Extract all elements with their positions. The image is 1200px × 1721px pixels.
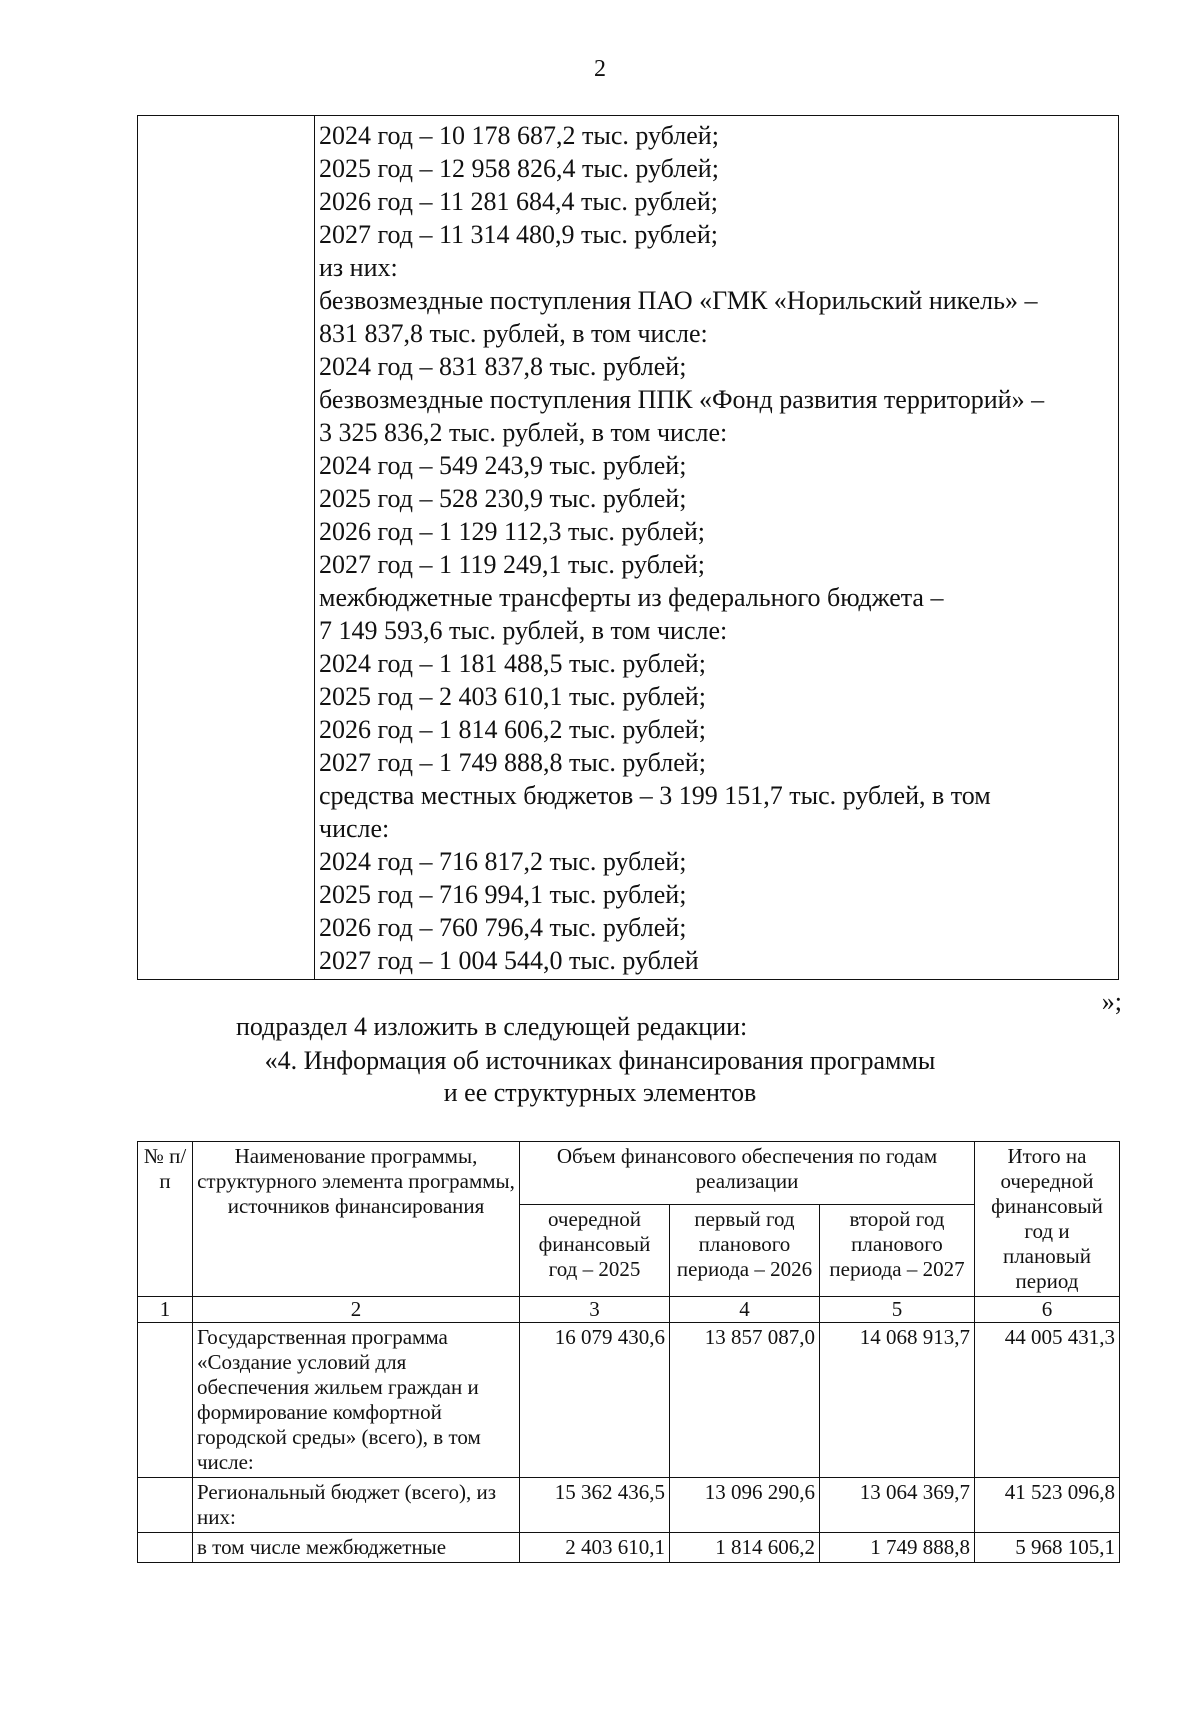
table-row <box>138 1533 1120 1563</box>
funding-line: 2027 год – 1 004 544,0 тыс. рублей <box>319 946 699 975</box>
row-value-2025: 15 362 436,5 <box>520 1478 670 1533</box>
row-value-2026: 13 857 087,0 <box>670 1323 820 1478</box>
funding-line: 2026 год – 11 281 684,4 тыс. рублей; <box>319 187 718 216</box>
funding-line: числе: <box>319 814 390 843</box>
funding-line: безвозмездные поступления ППК «Фонд развития территорий» – <box>319 385 1045 414</box>
row-total: 5 968 105,1 <box>975 1533 1120 1563</box>
funding-line: 2027 год – 1 119 249,1 тыс. рублей; <box>319 550 705 579</box>
header-year-2027: второй год планового периода – 2027 <box>820 1205 975 1297</box>
table-row <box>138 1478 1120 1533</box>
table-row <box>138 1323 1120 1478</box>
passport-value-cell <box>315 116 1119 980</box>
funding-line: 2024 год – 10 178 687,2 тыс. рублей; <box>319 121 719 150</box>
column-number: 5 <box>820 1297 975 1323</box>
row-value-2025: 2 403 610,1 <box>520 1533 670 1563</box>
header-volume: Объем финансового обеспечения по годам реализации <box>520 1142 975 1205</box>
page-number: 2 <box>594 56 606 82</box>
funding-line: 2026 год – 1 814 606,2 тыс. рублей; <box>319 715 706 744</box>
funding-line: 3 325 836,2 тыс. рублей, в том числе: <box>319 418 728 447</box>
funding-line: 2025 год – 528 230,9 тыс. рублей; <box>319 484 687 513</box>
row-num <box>138 1533 193 1563</box>
funding-line: 831 837,8 тыс. рублей, в том числе: <box>319 319 708 348</box>
funding-line: 2025 год – 716 994,1 тыс. рублей; <box>319 880 687 909</box>
row-value-2026: 1 814 606,2 <box>670 1533 820 1563</box>
row-value-2026: 13 096 290,6 <box>670 1478 820 1533</box>
funding-line: 2027 год – 1 749 888,8 тыс. рублей; <box>319 748 706 777</box>
funding-line: 2024 год – 831 837,8 тыс. рублей; <box>319 352 687 381</box>
row-value-2027: 13 064 369,7 <box>820 1478 975 1533</box>
column-number: 6 <box>975 1297 1120 1323</box>
closing-quote: »; <box>1101 987 1122 1016</box>
passport-label-cell <box>138 116 315 980</box>
column-number: 2 <box>193 1297 520 1323</box>
funding-passport-table <box>137 115 1119 980</box>
header-name: Наименование программы, структурного элемента программы, источников финансирования <box>193 1142 520 1297</box>
header-year-2026: первый год планового периода – 2026 <box>670 1205 820 1297</box>
financing-sources-table <box>137 1141 1120 1563</box>
funding-line: средства местных бюджетов – 3 199 151,7 тыс. рублей, в том <box>319 781 991 810</box>
row-value-2027: 14 068 913,7 <box>820 1323 975 1478</box>
row-num <box>138 1478 193 1533</box>
funding-line: 2024 год – 716 817,2 тыс. рублей; <box>319 847 687 876</box>
column-number-row <box>138 1297 1120 1323</box>
funding-line: 2026 год – 760 796,4 тыс. рублей; <box>319 913 687 942</box>
section-title-line: «4. Информация об источниках финансирования программы <box>264 1046 936 1075</box>
funding-line: 2027 год – 11 314 480,9 тыс. рублей; <box>319 220 718 249</box>
row-total: 44 005 431,3 <box>975 1323 1120 1478</box>
column-number: 1 <box>138 1297 193 1323</box>
row-name: в том числе межбюджетные <box>193 1533 520 1563</box>
section-title-line: и ее структурных элементов <box>443 1078 757 1107</box>
funding-line: 7 149 593,6 тыс. рублей, в том числе: <box>319 616 728 645</box>
funding-line: из них: <box>319 253 398 282</box>
header-year-2025: очередной финансовый год – 2025 <box>520 1205 670 1297</box>
column-number: 4 <box>670 1297 820 1323</box>
funding-line: 2026 год – 1 129 112,3 тыс. рублей; <box>319 517 705 546</box>
row-num <box>138 1323 193 1478</box>
funding-line: 2024 год – 1 181 488,5 тыс. рублей; <box>319 649 706 678</box>
header-total: Итого на очередной финансовый год и плановый период <box>975 1142 1120 1297</box>
row-total: 41 523 096,8 <box>975 1478 1120 1533</box>
row-value-2027: 1 749 888,8 <box>820 1533 975 1563</box>
section-title <box>0 1045 1200 1109</box>
header-num: № п/п <box>138 1142 193 1297</box>
intro-text: подраздел 4 изложить в следующей редакции: <box>236 1012 748 1041</box>
funding-line: безвозмездные поступления ПАО «ГМК «Норильский никель» – <box>319 286 1038 315</box>
funding-line: 2025 год – 2 403 610,1 тыс. рублей; <box>319 682 706 711</box>
column-number: 3 <box>520 1297 670 1323</box>
row-name: Государственная программа «Создание условий для обеспечения жильем граждан и формирование комфортной городской среды» (всего), в том числе: <box>193 1323 520 1478</box>
funding-line: 2024 год – 549 243,9 тыс. рублей; <box>319 451 687 480</box>
funding-line: межбюджетные трансферты из федерального бюджета – <box>319 583 944 612</box>
row-value-2025: 16 079 430,6 <box>520 1323 670 1478</box>
row-name: Региональный бюджет (всего), из них: <box>193 1478 520 1533</box>
funding-line: 2025 год – 12 958 826,4 тыс. рублей; <box>319 154 719 183</box>
